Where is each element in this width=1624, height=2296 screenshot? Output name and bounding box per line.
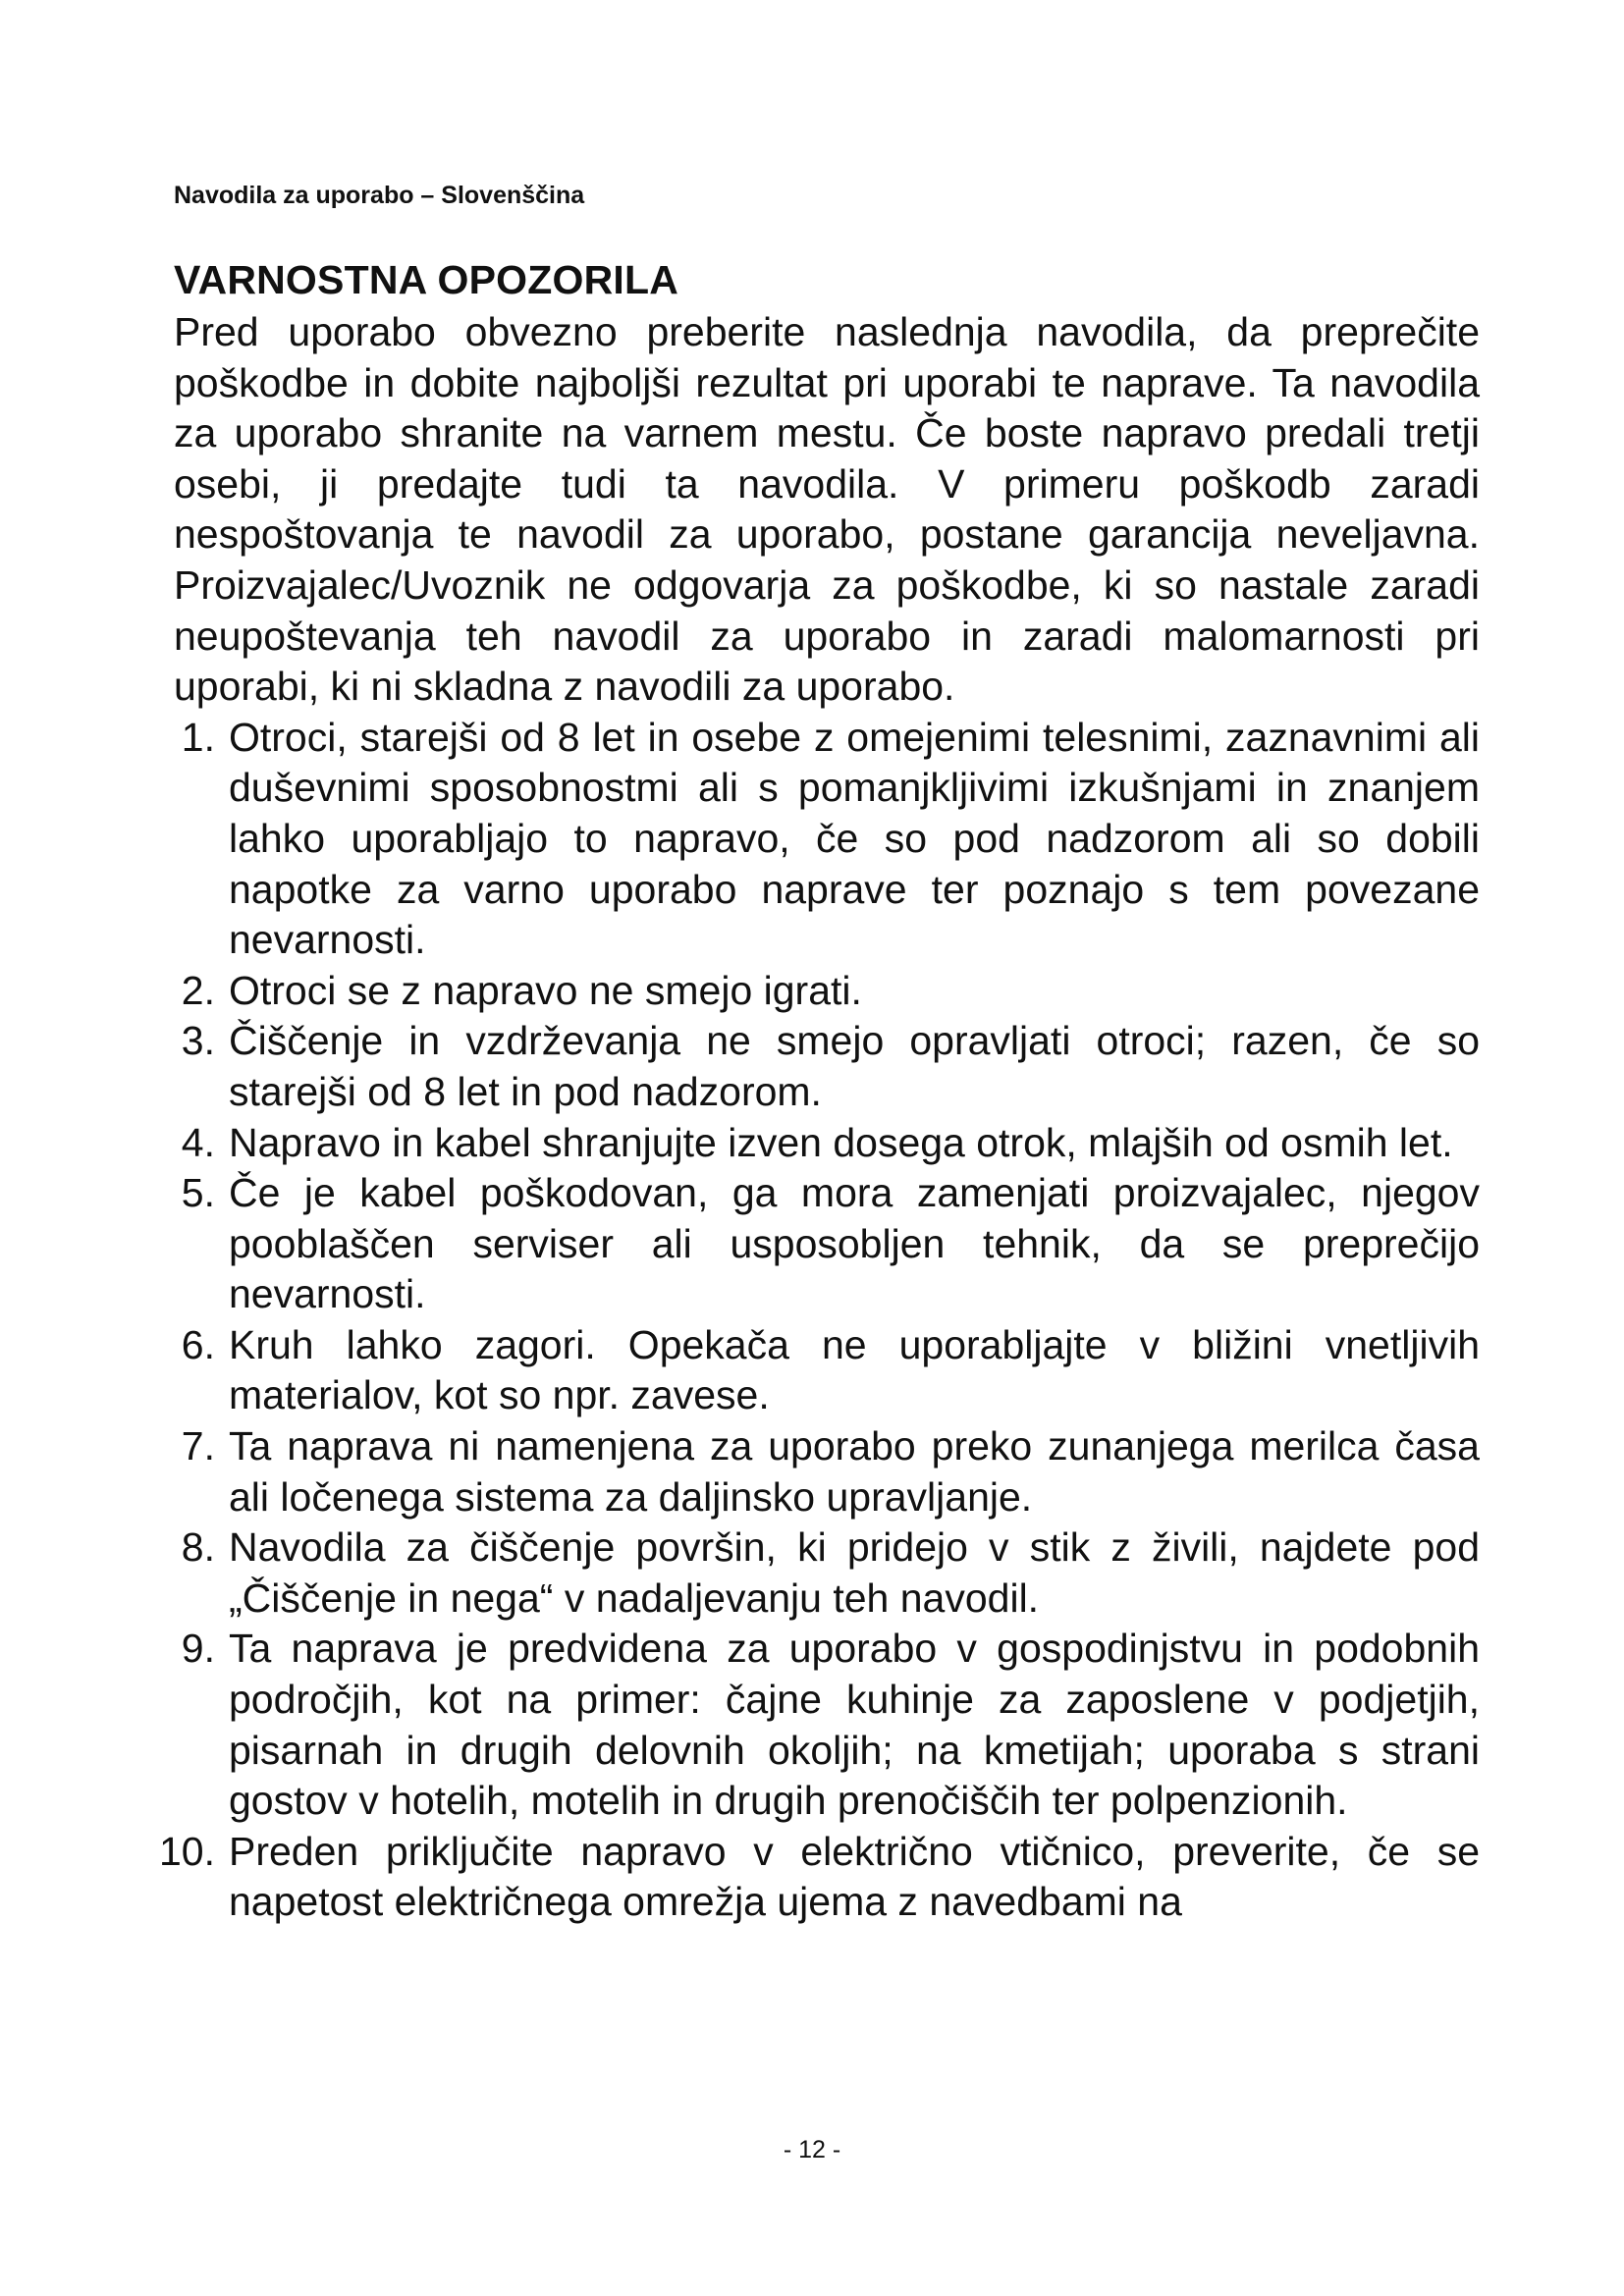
list-item	[174, 1118, 1480, 1169]
list-item-text: Ta naprava ni namenjena za uporabo preko zunanjega merilca časa ali ločenega sistema za daljinsko upravljanje.	[229, 1423, 1480, 1520]
list-item-number: 6.	[181, 1321, 215, 1367]
list-item	[174, 966, 1480, 1017]
safety-section	[159, 253, 1480, 1928]
list-item-number: 1.	[181, 714, 215, 760]
list-item-text: Napravo in kabel shranjujte izven dosega otrok, mlajših od osmih let.	[229, 1119, 1453, 1165]
list-item-text: Otroci se z napravo ne smejo igrati.	[229, 967, 862, 1013]
list-item-text: Če je kabel poškodovan, ga mora zamenjati proizvajalec, njegov pooblaščen serviser ali usposobljen tehnik, da se preprečijo nevarnosti.	[229, 1170, 1480, 1317]
list-item-number: 10.	[159, 1828, 215, 1874]
list-item	[174, 1624, 1480, 1826]
list-item-text: Kruh lahko zagori. Opekača ne uporabljajte v bližini vnetljivih materialov, kot so npr. zavese.	[229, 1321, 1480, 1418]
safety-list	[159, 713, 1480, 1928]
list-item-number: 5.	[181, 1170, 215, 1216]
list-item-text: Otroci, starejši od 8 let in osebe z omejenimi telesnimi, zaznavnimi ali duševnimi sposobnostmi ali s pomanjkljivimi izkušnjami in znanjem lahko uporabljajo to napravo, če so pod nadzorom ali so dobili napotke za varno uporabo naprave ter poznajo s tem povezane nevarnosti.	[229, 714, 1480, 963]
list-item	[174, 1421, 1480, 1522]
list-item	[174, 1016, 1480, 1117]
list-item-number: 2.	[181, 967, 215, 1013]
page-header: Navodila za uporabo – Slovenščina	[174, 182, 585, 209]
intro-paragraph: Pred uporabo obvezno preberite naslednja navodila, da preprečite poškodbe in dobite najboljši rezultat pri uporabi te naprave. Ta navodila za uporabo shranite na varnem mestu. Če boste napravo predali tretji osebi, ji predajte tudi ta navodila. V primeru poškodb zaradi nespoštovanja te navodil za uporabo, postane garancija neveljavna. Proizvajalec/Uvoznik ne odgovarja za poškodbe, ki so nastale zaradi neupoštevanja teh navodil za uporabo in zaradi malomarnosti pri uporabi, ki ni skladna z navodili za uporabo.	[174, 309, 1480, 710]
section-title: VARNOSTNA OPOZORILA	[174, 257, 679, 302]
list-item-text: Ta naprava je predvidena za uporabo v gospodinjstvu in podobnih področjih, kot na primer: čajne kuhinje za zaposlene v podjetjih, pisarnah in drugih delovnih okoljih; na kmetijah; uporaba s strani gostov v hotelih, motelih in drugih prenočiščih ter polpenzionih.	[229, 1626, 1480, 1824]
list-item	[174, 1522, 1480, 1624]
list-item	[174, 1320, 1480, 1421]
page-number: - 12 -	[783, 2136, 841, 2163]
list-item-number: 4.	[181, 1119, 215, 1165]
list-item-text: Čiščenje in vzdrževanja ne smejo opravljati otroci; razen, če so starejši od 8 let in pod nadzorom.	[229, 1018, 1480, 1114]
list-item-number: 8.	[181, 1524, 215, 1571]
list-item-number: 9.	[181, 1626, 215, 1672]
list-item-text: Navodila za čiščenje površin, ki pridejo v stik z živili, najdete pod „Čiščenje in nega“ v nadaljevanju teh navodil.	[229, 1524, 1480, 1621]
list-item	[174, 713, 1480, 966]
list-item-number: 3.	[181, 1018, 215, 1064]
list-item-text: Preden priključite napravo v električno vtičnico, preverite, če se napetost električnega omrežja ujema z navedbami na	[229, 1828, 1480, 1925]
list-item-number: 7.	[181, 1423, 215, 1469]
list-item	[174, 1168, 1480, 1320]
list-item	[159, 1827, 1480, 1928]
